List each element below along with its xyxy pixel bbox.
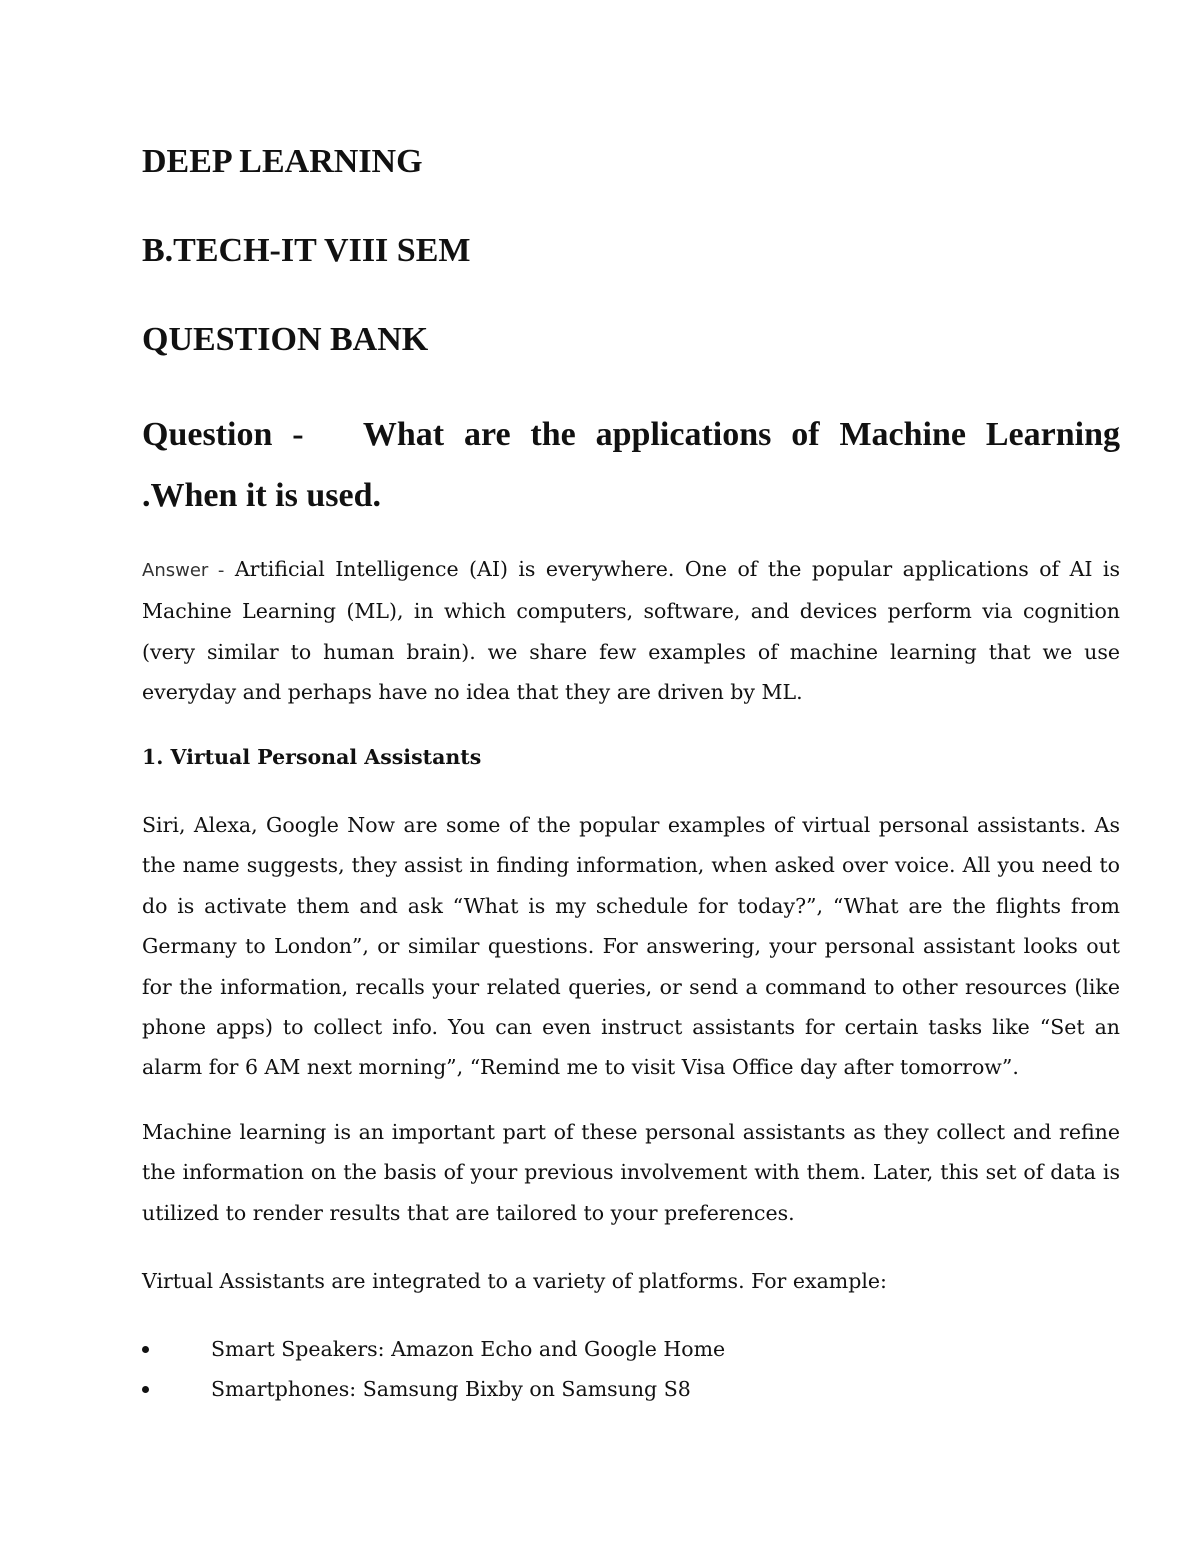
question-text: What are the applications of Machine Learning .When it is used. [142,416,1120,514]
bullet-icon [142,1386,149,1393]
list-item [142,1369,1120,1409]
section-heading: 1. Virtual Personal Assistants [142,745,482,769]
section-paragraph-3: Virtual Assistants are integrated to a variety of platforms. For example: [142,1269,887,1293]
question-label: Question - [142,416,304,453]
bullet-icon [142,1346,149,1353]
section-paragraph-1: Siri, Alexa, Google Now are some of the popular examples of virtual personal assistants. As the name suggests, they assist in finding information, when asked over voice. All you need to do is activate them and ask “What is my schedule for today?”, “What are the flights from Germany to London”, or similar questions. For answering, your personal assistant looks out for the information, recalls your related queries, or send a command to other resources (like phone apps) to collect info. You can even instruct assistants for certain tasks like “Set an alarm for 6 AM next morning”, “Remind me to visit Visa Office day after tomorrow”. [142,813,1120,1080]
answer-text: Artificial Intelligence (AI) is everywhere. One of the popular applications of AI is Machine Learning (ML), in which computers, software, and devices perform via cognition (very similar to human brain). we share few examples of machine learning that we use everyday and perhaps have no idea that they are driven by ML. [142,557,1120,705]
platform-list [142,1329,1120,1410]
question-heading [142,404,1120,526]
document-type-title: QUESTION BANK [142,321,429,358]
program-title: B.TECH-IT VIII SEM [142,232,471,269]
section-paragraph-2: Machine learning is an important part of these personal assistants as they collect and refine the information on the basis of your previous involvement with them. Later, this set of data is utilized to render results that are tailored to your preferences. [142,1120,1120,1225]
answer-label: Answer - [142,560,225,581]
list-item-text: Smartphones: Samsung Bixby on Samsung S8 [211,1377,691,1402]
list-item [142,1329,1120,1369]
list-item-text: Smart Speakers: Amazon Echo and Google Home [211,1337,726,1361]
course-title: DEEP LEARNING [142,143,423,180]
answer-paragraph [142,549,1120,713]
